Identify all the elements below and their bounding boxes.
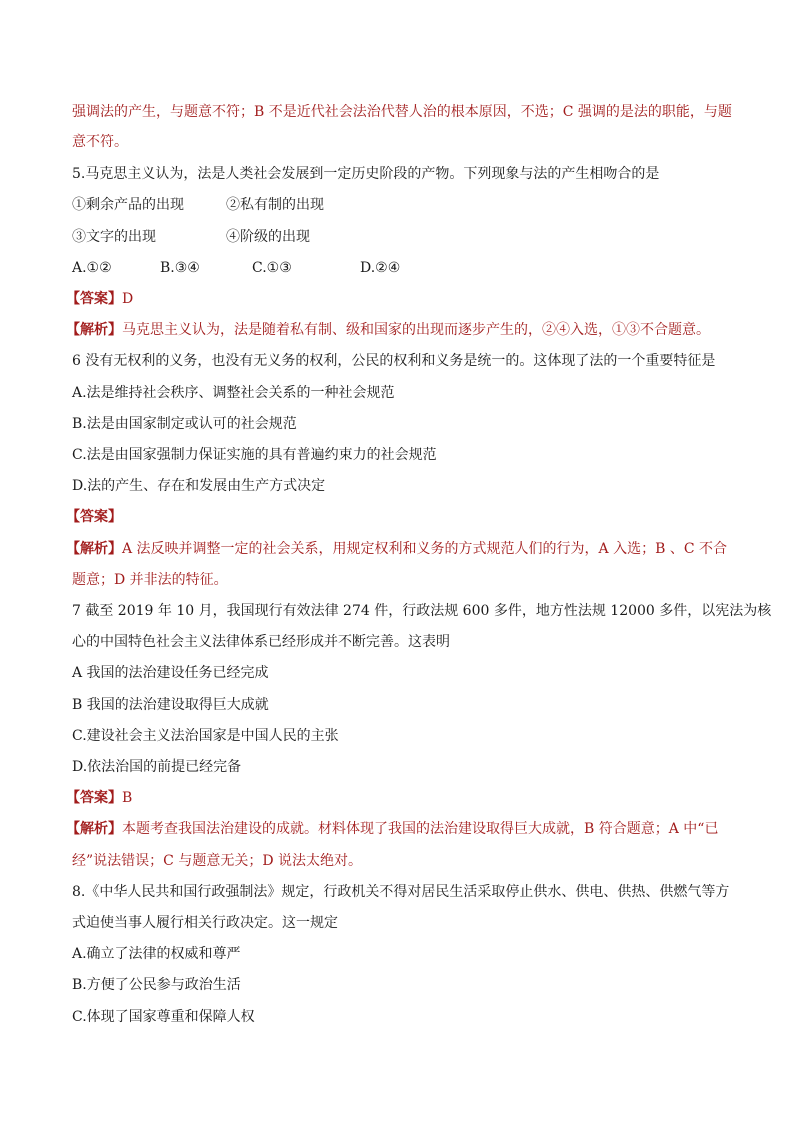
q6-option-a: A.法是维持社会秩序、调整社会关系的一种社会规范 <box>72 385 395 401</box>
answer-label: 【答案】 <box>66 790 122 806</box>
q8-option-b: B.方便了公民参与政治生活 <box>72 977 241 993</box>
q6-option-d: D.法的产生、存在和发展由生产方式决定 <box>72 478 326 494</box>
q7-option-d: D.依法治国的前提已经完备 <box>72 759 242 775</box>
q8-option-c: C.体现了国家尊重和保障人权 <box>72 1009 255 1025</box>
answer-value: D <box>122 291 134 307</box>
q7-analysis-line-1 <box>66 819 718 839</box>
answer-label: 【答案】 <box>66 509 122 525</box>
q6-analysis-line-2: 题意；D 并非法的特征。 <box>72 572 228 588</box>
q5-stem: 5.马克思主义认为，法是人类社会发展到一定历史阶段的产物。下列现象与法的产生相吻合的是 <box>72 166 660 182</box>
q7-answer <box>66 788 132 808</box>
q6-answer <box>66 507 122 527</box>
q7-option-b: B 我国的法治建设取得巨大成就 <box>72 697 269 713</box>
q5-item-2: ②私有制的出现 <box>226 197 324 213</box>
q6-stem: 6 没有无权利的义务，也没有无义务的权利，公民的权利和义务是统一的。这体现了法的一个重要特征是 <box>72 353 716 369</box>
q4-analysis-line-1: 强调法的产生，与题意不符；B 不是近代社会法治代替人治的根本原因，不选；C 强调的是法的职能，与题 <box>72 104 732 120</box>
q8-option-a: A.确立了法律的权威和尊严 <box>72 946 241 962</box>
q7-stem-line-1: 7 截至 2019 年 10 月，我国现行有效法律 274 件，行政法规 600 多件，地方性法规 12000 多件，以宪法为核 <box>72 603 772 619</box>
q6-option-b: B.法是由国家制定或认可的社会规范 <box>72 416 297 432</box>
answer-value: B <box>122 790 133 806</box>
q5-item-3: ③文字的出现 <box>72 229 156 245</box>
q5-item-1: ①剩余产品的出现 <box>72 197 184 213</box>
answer-label: 【答案】 <box>66 291 122 307</box>
q7-option-a: A 我国的法治建设任务已经完成 <box>72 665 269 681</box>
q6-option-c: C.法是由国家强制力保证实施的具有普遍约束力的社会规范 <box>72 447 437 463</box>
q8-stem-line-2: 式迫使当事人履行相关行政决定。这一规定 <box>72 915 338 931</box>
q7-option-c: C.建设社会主义法治国家是中国人民的主张 <box>72 728 339 744</box>
analysis-text: 马克思主义认为，法是随着私有制、级和国家的出现而逐步产生的，②④入选，①③不合题意。 <box>122 322 710 338</box>
analysis-label: 【解析】 <box>66 821 122 837</box>
q5-option-b: B.③④ <box>160 260 200 276</box>
q8-stem-line-1: 8.《中华人民共和国行政强制法》规定，行政机关不得对居民生活采取停止供水、供电、供热、供燃气等方 <box>72 884 730 900</box>
q6-analysis-line-1 <box>66 539 727 559</box>
analysis-label: 【解析】 <box>66 322 122 338</box>
analysis-label: 【解析】 <box>66 541 122 557</box>
q7-analysis-line-2: 经”说法错误；C 与题意无关；D 说法太绝对。 <box>72 853 362 869</box>
q7-stem-line-2: 心的中国特色社会主义法律体系已经形成并不断完善。这表明 <box>72 634 450 650</box>
q5-analysis <box>66 320 710 340</box>
analysis-text: 本题考查我国法治建设的成就。材料体现了我国的法治建设取得巨大成就，B 符合题意；A 中“已 <box>122 821 719 837</box>
q5-option-c: C.①③ <box>252 260 292 276</box>
q5-option-d: D.②④ <box>360 260 401 276</box>
q5-item-4: ④阶级的出现 <box>226 229 310 245</box>
q5-answer <box>66 289 133 309</box>
q5-option-a: A.①② <box>72 260 112 276</box>
q4-analysis-line-2: 意不符。 <box>72 134 128 150</box>
analysis-text: A 法反映并调整一定的社会关系，用规定权利和义务的方式规范人们的行为，A 入选；B 、C 不合 <box>122 541 728 557</box>
